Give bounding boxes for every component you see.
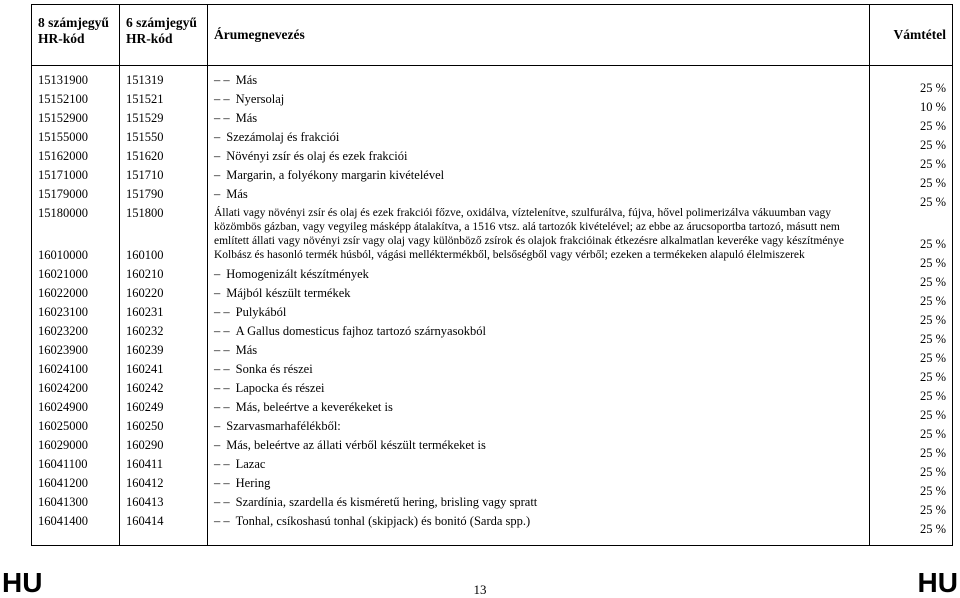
table-row — [32, 168, 953, 187]
cell-code8: 16023200 — [32, 324, 120, 343]
rate-value: 10 % — [919, 100, 946, 114]
cell-code8: 15131900 — [32, 66, 120, 93]
table-row — [32, 149, 953, 168]
cell-code6: 160249 — [120, 400, 208, 419]
cell-code8: 16021000 — [32, 267, 120, 286]
rate-value: 25 % — [919, 157, 946, 171]
rate-value: 25 % — [919, 275, 946, 289]
indent-dash: – – — [214, 495, 230, 509]
table-row — [32, 362, 953, 381]
cell-code8: 16041300 — [32, 495, 120, 514]
description-text: Kolbász és hasonló termék húsból, vágási melléktermékből, belsőségből vagy vérből; ezeken a termékeken alapuló élelmiszerek — [214, 249, 805, 261]
rate-value: 25 % — [919, 138, 946, 152]
cell-description — [208, 324, 870, 343]
indent-dash: – — [214, 187, 221, 201]
description-text: Hering — [235, 476, 271, 490]
tariff-page — [31, 4, 952, 546]
indent-dash: – – — [214, 457, 230, 471]
description-text: Pulykából — [235, 305, 287, 319]
cell-code6: 160250 — [120, 419, 208, 438]
indent-dash: – – — [214, 92, 230, 106]
page-number: 13 — [473, 582, 487, 597]
header-code8: 8 számjegyű HR-kód — [32, 5, 120, 66]
table-row — [32, 324, 953, 343]
cell-code8: 16022000 — [32, 286, 120, 305]
cell-description — [208, 381, 870, 400]
description-text: Homogenizált készítmények — [226, 267, 369, 281]
cell-description — [208, 438, 870, 457]
rate-value: 25 % — [919, 195, 946, 209]
cell-code8: 16029000 — [32, 438, 120, 457]
cell-description — [208, 187, 870, 206]
description-text: Más, beleértve az állati vérből készült termékeket is — [226, 438, 486, 452]
header-rate: Vámtétel — [870, 5, 953, 66]
cell-code6: 160242 — [120, 381, 208, 400]
description-text: Lapocka és részei — [235, 381, 325, 395]
description-text: Növényi zsír és olaj és ezek frakciói — [226, 149, 408, 163]
cell-code6: 160231 — [120, 305, 208, 324]
cell-description — [208, 362, 870, 381]
cell-description — [208, 206, 870, 248]
description-text: Sonka és részei — [235, 362, 313, 376]
rate-value: 25 % — [919, 465, 946, 479]
cell-code6: 151521 — [120, 92, 208, 111]
description-text: Szardínia, szardella és kisméretű hering, brisling vagy spratt — [235, 495, 538, 509]
rate-value: 25 % — [919, 484, 946, 498]
cell-code8: 15179000 — [32, 187, 120, 206]
description-text: Más — [235, 343, 258, 357]
cell-description — [208, 267, 870, 286]
cell-code6: 160411 — [120, 457, 208, 476]
table-row — [32, 514, 953, 546]
cell-code6: 160232 — [120, 324, 208, 343]
cell-code8: 16024900 — [32, 400, 120, 419]
cell-code8: 16041100 — [32, 457, 120, 476]
cell-description — [208, 168, 870, 187]
tariff-table — [31, 4, 953, 546]
table-row — [32, 130, 953, 149]
cell-description — [208, 305, 870, 324]
table-row — [32, 495, 953, 514]
indent-dash: – — [214, 438, 221, 452]
cell-description — [208, 495, 870, 514]
cell-description — [208, 343, 870, 362]
cell-code8: 16023100 — [32, 305, 120, 324]
cell-description — [208, 130, 870, 149]
footer-country-right: HU — [917, 567, 958, 598]
cell-description — [208, 92, 870, 111]
table-row — [32, 187, 953, 206]
cell-code6: 160414 — [120, 514, 208, 546]
table-row — [32, 457, 953, 476]
table-row — [32, 248, 953, 267]
description-text: Margarin, a folyékony margarin kivételével — [226, 168, 445, 182]
cell-code6: 160239 — [120, 343, 208, 362]
rate-value: 25 % — [919, 332, 946, 346]
description-text: Más — [235, 111, 258, 125]
description-text: Állati vagy növényi zsír és olaj és ezek frakciói főzve, oxidálva, víztelenítve, szulfurálva, fújva, hővel polimerizálva vákuumban vagy közömbös gázban, vagy vegyileg másképp átalakítva, a 1516 vtsz. alá tartozók kivételével; az ebbe az árucsoportba tartozó, másutt nem említett állati vagy növényi zsír vagy olaj vagy különböző zsírok és olajok frakcióinak étkezésre alkalmatlan keveréke vagy készítménye — [214, 207, 845, 247]
cell-code8: 16024200 — [32, 381, 120, 400]
cell-code8: 16024100 — [32, 362, 120, 381]
cell-description — [208, 66, 870, 93]
description-text: Tonhal, csíkoshasú tonhal (skipjack) és bonitó (Sarda spp.) — [235, 514, 531, 528]
indent-dash: – – — [214, 111, 230, 125]
header-description: Árumegnevezés — [208, 5, 870, 66]
cell-code6: 151710 — [120, 168, 208, 187]
cell-code8: 16010000 — [32, 248, 120, 267]
cell-description — [208, 476, 870, 495]
cell-code6: 160413 — [120, 495, 208, 514]
cell-description — [208, 419, 870, 438]
rate-value: 25 % — [919, 370, 946, 384]
cell-code6: 160210 — [120, 267, 208, 286]
indent-dash: – – — [214, 476, 230, 490]
table-body — [32, 66, 953, 546]
cell-code8: 15152900 — [32, 111, 120, 130]
description-text: Szarvasmarhafélékből: — [226, 419, 341, 433]
indent-dash: – – — [214, 400, 230, 414]
rate-value: 25 % — [919, 503, 946, 517]
description-text: Májból készült termékek — [226, 286, 351, 300]
rate-value: 25 % — [919, 446, 946, 460]
cell-code6: 160290 — [120, 438, 208, 457]
cell-code6: 151550 — [120, 130, 208, 149]
indent-dash: – – — [214, 514, 230, 528]
rate-value: 25 % — [919, 119, 946, 133]
rate-value: 25 % — [919, 427, 946, 441]
rate-value: 25 % — [919, 81, 946, 95]
rate-value: 25 % — [919, 408, 946, 422]
cell-code6: 151319 — [120, 66, 208, 93]
cell-rate — [870, 66, 953, 93]
indent-dash: – – — [214, 362, 230, 376]
cell-code6: 151790 — [120, 187, 208, 206]
cell-code8: 15171000 — [32, 168, 120, 187]
table-row — [32, 476, 953, 495]
indent-dash: – – — [214, 324, 230, 338]
cell-code8: 16041400 — [32, 514, 120, 546]
table-row — [32, 343, 953, 362]
cell-rate — [870, 206, 953, 251]
cell-description — [208, 149, 870, 168]
cell-description — [208, 248, 870, 267]
table-row — [32, 419, 953, 438]
cell-code8: 16025000 — [32, 419, 120, 438]
table-row — [32, 381, 953, 400]
cell-code8: 15180000 — [32, 206, 120, 248]
rate-value: 25 % — [919, 294, 946, 308]
cell-code6: 151529 — [120, 111, 208, 130]
cell-description — [208, 457, 870, 476]
cell-code6: 151800 — [120, 206, 208, 248]
indent-dash: – — [214, 286, 221, 300]
indent-dash: – – — [214, 305, 230, 319]
table-row — [32, 111, 953, 130]
rate-value: 25 % — [919, 237, 946, 251]
cell-code6: 160100 — [120, 248, 208, 267]
description-text: Lazac — [235, 457, 266, 471]
indent-dash: – — [214, 130, 221, 144]
cell-code6: 151620 — [120, 149, 208, 168]
cell-code8: 16023900 — [32, 343, 120, 362]
description-text: A Gallus domesticus fajhoz tartozó szárnyasokból — [235, 324, 486, 338]
rate-value: 25 % — [919, 389, 946, 403]
description-text: Nyersolaj — [235, 92, 285, 106]
description-text: Szezámolaj és frakciói — [226, 130, 340, 144]
indent-dash: – – — [214, 343, 230, 357]
cell-code8: 16041200 — [32, 476, 120, 495]
indent-dash: – – — [214, 381, 230, 395]
indent-dash: – — [214, 267, 221, 281]
cell-description — [208, 111, 870, 130]
table-row — [32, 92, 953, 111]
table-row — [32, 400, 953, 419]
cell-description — [208, 400, 870, 419]
table-header-row — [32, 5, 953, 66]
indent-dash: – — [214, 168, 221, 182]
description-text: Más — [235, 73, 258, 87]
indent-dash: – — [214, 149, 221, 163]
footer-country-left: HU — [2, 567, 43, 598]
description-text: Más, beleértve a keverékeket is — [235, 400, 393, 414]
cell-rate — [870, 514, 953, 546]
cell-code6: 160220 — [120, 286, 208, 305]
cell-code6: 160412 — [120, 476, 208, 495]
table-row — [32, 267, 953, 286]
table-row — [32, 206, 953, 248]
table-row — [32, 438, 953, 457]
table-row — [32, 305, 953, 324]
rate-value: 25 % — [919, 522, 946, 536]
rate-value: 25 % — [919, 351, 946, 365]
cell-code6: 160241 — [120, 362, 208, 381]
rate-value: 25 % — [919, 313, 946, 327]
rate-value: 25 % — [919, 256, 946, 270]
indent-dash: – — [214, 419, 221, 433]
cell-description — [208, 514, 870, 546]
cell-code8: 15155000 — [32, 130, 120, 149]
cell-code8: 15162000 — [32, 149, 120, 168]
table-row — [32, 66, 953, 93]
table-row — [32, 286, 953, 305]
cell-description — [208, 286, 870, 305]
rate-value: 25 % — [919, 176, 946, 190]
cell-code8: 15152100 — [32, 92, 120, 111]
header-code6: 6 számjegyű HR-kód — [120, 5, 208, 66]
indent-dash: – – — [214, 73, 230, 87]
description-text: Más — [226, 187, 248, 201]
